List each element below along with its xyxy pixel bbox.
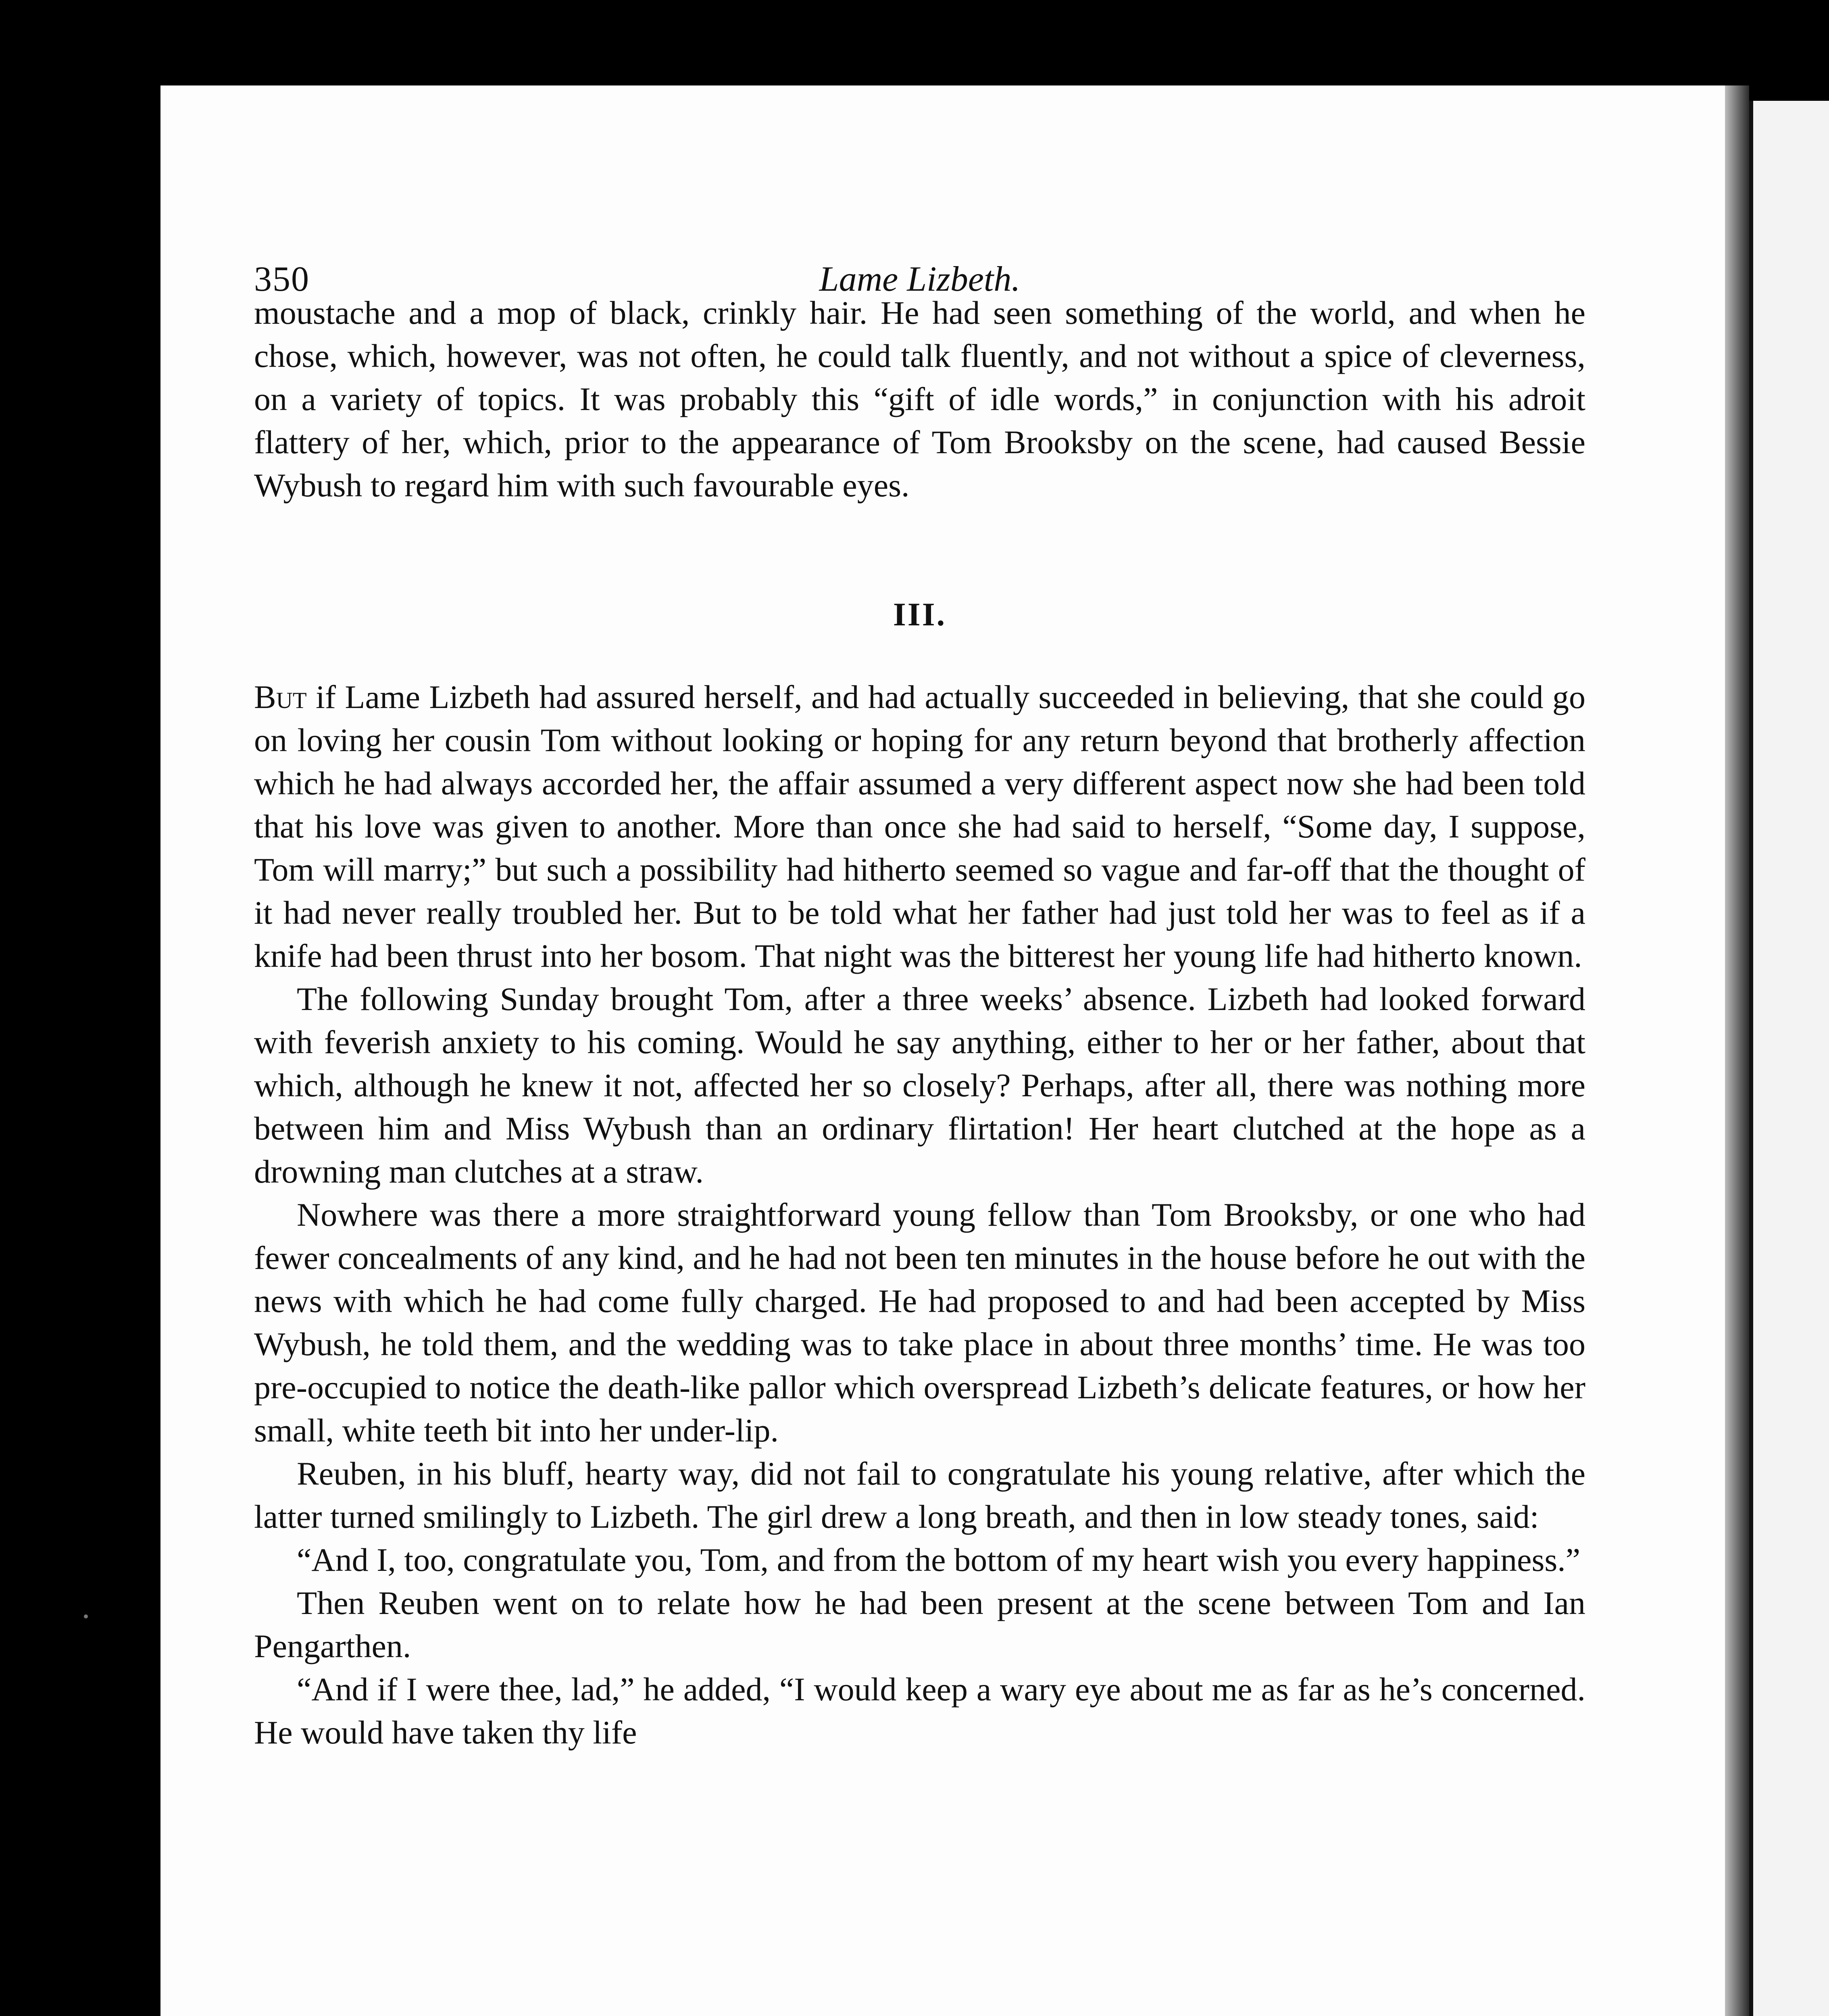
paragraph: Reuben, in his bluff, hearty way, did not fail to congratulate his young relative, after which the latter turned smilingly to Lizbeth. The girl drew a long breath, and then in low steady tones, said: bbox=[254, 1455, 1585, 1535]
paragraph: Nowhere was there a more straightforward young fellow than Tom Brooksby, or one who had fewer concealments of any kind, and he had not been ten minutes in the house before he out with the news with which he had come fully charged. He had proposed to and had been accepted by Miss Wybush, he told them, and the wedding was to take place in about three months’ time. He was too pre-occupied to notice the death-like pallor which overspread Lizbeth’s delicate features, or how her small, white teeth bit into her under-lip. bbox=[254, 1196, 1585, 1449]
paragraph: The following Sunday brought Tom, after a three weeks’ absence. Lizbeth had looked forward with feverish anxiety to his coming. Would he say anything, either to her or her father, about that which, although he knew it not, affected her so closely? Perhaps, after all, there was nothing more between him and Miss Wybush than an ordinary flirtation! Her heart clutched at the hope as a drowning man clutches at a straw. bbox=[254, 981, 1585, 1190]
running-head bbox=[254, 174, 1585, 299]
paragraph: “And if I were thee, lad,” he added, “I would keep a wary eye about me as far as he’s concerned. He would have taken thy life bbox=[254, 1671, 1585, 1751]
section-heading: III. bbox=[893, 596, 947, 633]
opening-small-caps: But bbox=[254, 679, 307, 715]
paragraph-section-opening bbox=[254, 675, 1585, 977]
running-title: Lame Lizbeth. bbox=[819, 260, 1021, 299]
paragraph: “And I, too, congratulate you, Tom, and from the bottom of my heart wish you every happiness.” bbox=[297, 1541, 1581, 1578]
paragraph-continuation: moustache and a mop of black, crinkly hair. He had seen something of the world, and when he chose, which, however, was not often, he could talk fluently, and not without a spice of cleverness, on a variety of topics. It was probably this “gift of idle words,” in conjunction with his adroit flattery of her, which, prior to the appearance of Tom Brooksby on the scene, had caused Bessie Wybush to regard him with such favourable eyes. bbox=[254, 294, 1585, 504]
text-block bbox=[254, 174, 1585, 1754]
gutter-shadow bbox=[1725, 85, 1749, 2016]
paragraph: Then Reuben went on to relate how he had been present at the scene between Tom and Ian Pengarthen. bbox=[254, 1585, 1585, 1664]
scan-speck bbox=[84, 1614, 88, 1618]
next-page-edge bbox=[1749, 101, 1829, 2016]
opening-text: if Lame Lizbeth had assured herself, and had actually succeeded in believing, that she could go on loving her cousin Tom without looking or hoping for any return beyond that brotherly affection which he had always accorded her, the affair assumed a very different aspect now she had been told that his love was given to another. More than once she had said to herself, “Some day, I suppose, Tom will marry;” but such a possibility had hitherto seemed so vague and far-off that the thought of it had never really troubled her. But to be told what her father had just told her was to feel as if a knife had been thrust into her bosom. That night was the bitterest her young life had hitherto known. bbox=[254, 679, 1585, 974]
page-number: 350 bbox=[254, 260, 310, 299]
